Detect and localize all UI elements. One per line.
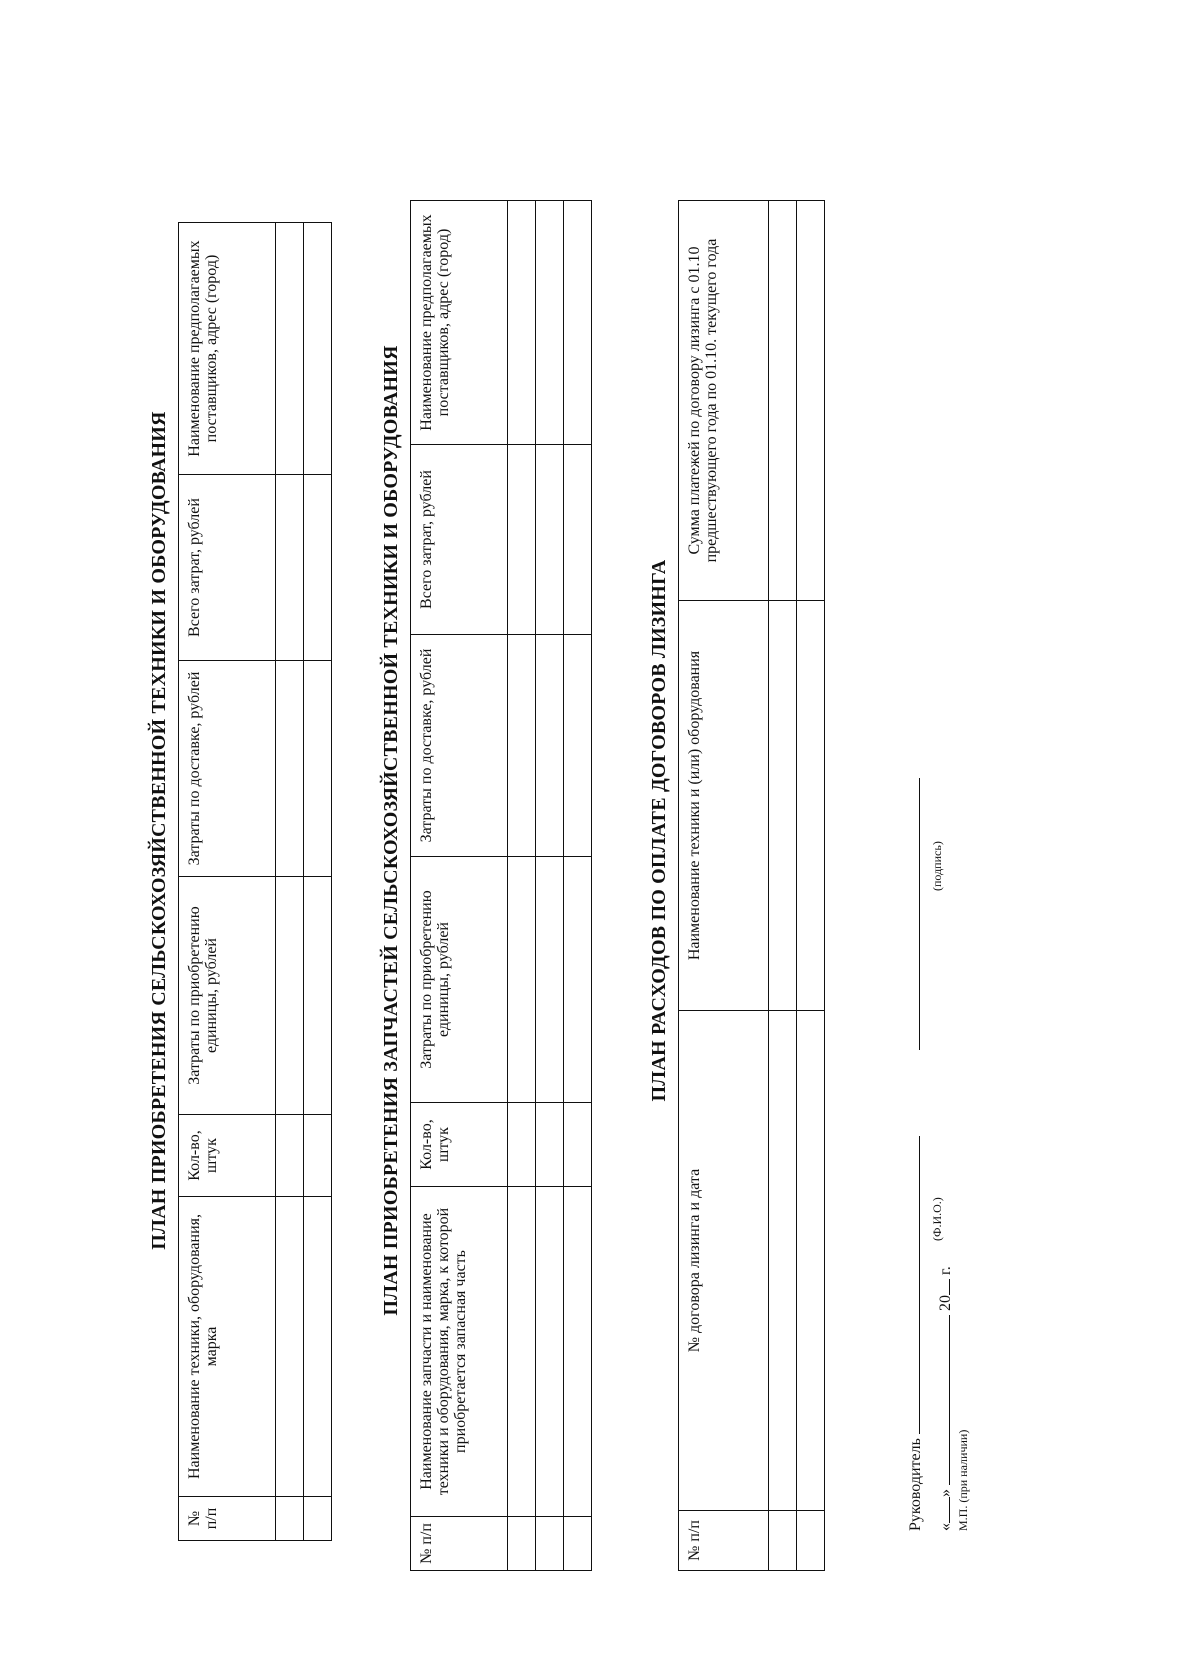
table2-cell[interactable] bbox=[536, 1187, 564, 1517]
table-row bbox=[304, 223, 332, 1541]
table1-header-num: № п/п bbox=[179, 1497, 276, 1541]
table2-header-unit-cost: Затраты по приобретению единицы, рублей bbox=[411, 857, 508, 1103]
table2-header-delivery-cost: Затраты по доставке, рублей bbox=[411, 635, 508, 857]
table3-header-equipment: Наименование техники и (или) оборудования bbox=[679, 601, 769, 1011]
table1-cell[interactable] bbox=[276, 1497, 304, 1541]
table1-cell[interactable] bbox=[304, 1197, 332, 1497]
table-row bbox=[276, 223, 304, 1541]
date-line bbox=[935, 1266, 955, 1531]
table3-cell[interactable] bbox=[769, 601, 797, 1011]
table1-header-name: Наименование техники, оборудования, марка bbox=[179, 1197, 276, 1497]
table3-cell[interactable] bbox=[797, 1511, 825, 1571]
table1-cell[interactable] bbox=[304, 877, 332, 1115]
table1-cell[interactable] bbox=[276, 661, 304, 877]
table1 bbox=[178, 222, 332, 1541]
table2-header-name: Наименование запчасти и наименование техники и оборудования, марка, к которой приобретается запасная часть bbox=[411, 1187, 508, 1517]
table2-cell[interactable] bbox=[508, 1187, 536, 1517]
table3-cell[interactable] bbox=[769, 1011, 797, 1511]
table-row bbox=[769, 201, 797, 1571]
table1-header-delivery-cost: Затраты по доставке, рублей bbox=[179, 661, 276, 877]
table2-cell[interactable] bbox=[508, 857, 536, 1103]
table2-cell[interactable] bbox=[536, 635, 564, 857]
table1-header-qty: Кол-во, штук bbox=[179, 1115, 276, 1197]
table3-cell[interactable] bbox=[769, 1511, 797, 1571]
signature-caption: (подпись) bbox=[930, 841, 944, 891]
table3-header-num: № п/п bbox=[679, 1511, 769, 1571]
table2-cell[interactable] bbox=[564, 1103, 592, 1187]
signature-line[interactable] bbox=[905, 778, 920, 1050]
date-year-prefix: 20 bbox=[937, 1295, 954, 1311]
table2-cell[interactable] bbox=[564, 1187, 592, 1517]
table1-title: ПЛАН ПРИОБРЕТЕНИЯ СЕЛЬСКОХОЗЯЙСТВЕННОЙ ТЕХНИКИ И ОБОРУДОВАНИЯ bbox=[148, 411, 170, 1250]
table3-header-contract: № договора лизинга и дата bbox=[679, 1011, 769, 1511]
stamp-label: М.П. (при наличии) bbox=[956, 1429, 970, 1531]
table2-header-qty: Кол-во, штук bbox=[411, 1103, 508, 1187]
table1-cell[interactable] bbox=[276, 1197, 304, 1497]
head-label: Руководитель bbox=[907, 1438, 924, 1531]
table1-cell[interactable] bbox=[276, 1115, 304, 1197]
table3-title: ПЛАН РАСХОДОВ ПО ОПЛАТЕ ДОГОВОРОВ ЛИЗИНГА bbox=[648, 559, 670, 1102]
table1-header-suppliers: Наименование предполагаемых поставщиков, адрес (город) bbox=[179, 223, 276, 475]
table2-header-num: № п/п bbox=[411, 1517, 508, 1571]
table1-cell[interactable] bbox=[304, 223, 332, 475]
table2-cell[interactable] bbox=[508, 1517, 536, 1571]
table2-cell[interactable] bbox=[508, 201, 536, 445]
signature-head-line bbox=[905, 778, 925, 1531]
date-month-line[interactable] bbox=[935, 1315, 950, 1485]
table1-cell[interactable] bbox=[276, 475, 304, 661]
table2-cell[interactable] bbox=[564, 635, 592, 857]
date-open-quote: « bbox=[937, 1523, 954, 1531]
table2-cell[interactable] bbox=[564, 857, 592, 1103]
table1-header-unit-cost: Затраты по приобретению единицы, рублей bbox=[179, 877, 276, 1115]
table2-cell[interactable] bbox=[564, 201, 592, 445]
table2-cell[interactable] bbox=[564, 1517, 592, 1571]
table2-cell[interactable] bbox=[508, 445, 536, 635]
table-row bbox=[564, 201, 592, 1571]
table1-cell[interactable] bbox=[276, 223, 304, 475]
fio-line[interactable] bbox=[905, 1136, 920, 1434]
table2 bbox=[410, 200, 592, 1571]
fio-caption: (Ф.И.О.) bbox=[930, 1197, 944, 1241]
table1-cell[interactable] bbox=[276, 877, 304, 1115]
date-year-suffix: г. bbox=[937, 1266, 954, 1275]
table2-cell[interactable] bbox=[536, 857, 564, 1103]
table2-cell[interactable] bbox=[536, 445, 564, 635]
table-row bbox=[797, 201, 825, 1571]
table3-header-payments: Сумма платежей по договору лизинга с 01.10 предшествующего года по 01.10. текущего года bbox=[679, 201, 769, 601]
table2-cell[interactable] bbox=[508, 635, 536, 857]
table3 bbox=[678, 200, 825, 1571]
table2-cell[interactable] bbox=[536, 1103, 564, 1187]
table1-header-total-cost: Всего затрат, рублей bbox=[179, 475, 276, 661]
table1-cell[interactable] bbox=[304, 1497, 332, 1541]
table2-header-suppliers: Наименование предполагаемых поставщиков, адрес (город) bbox=[411, 201, 508, 445]
table-row bbox=[508, 201, 536, 1571]
table2-title: ПЛАН ПРИОБРЕТЕНИЯ ЗАПЧАСТЕЙ СЕЛЬСКОХОЗЯЙСТВЕННОЙ ТЕХНИКИ И ОБОРУДОВАНИЯ bbox=[380, 345, 402, 1316]
table2-cell[interactable] bbox=[536, 201, 564, 445]
table3-cell[interactable] bbox=[797, 601, 825, 1011]
table1-cell[interactable] bbox=[304, 1115, 332, 1197]
date-year-line[interactable] bbox=[935, 1279, 950, 1295]
table2-cell[interactable] bbox=[536, 1517, 564, 1571]
table2-cell[interactable] bbox=[564, 445, 592, 635]
date-close-quote: » bbox=[937, 1489, 954, 1497]
date-day-line[interactable] bbox=[935, 1497, 950, 1523]
table2-header-total-cost: Всего затрат, рублей bbox=[411, 445, 508, 635]
table3-cell[interactable] bbox=[797, 1011, 825, 1511]
table3-cell[interactable] bbox=[797, 201, 825, 601]
table1-cell[interactable] bbox=[304, 661, 332, 877]
table-row bbox=[536, 201, 564, 1571]
table2-cell[interactable] bbox=[508, 1103, 536, 1187]
table1-cell[interactable] bbox=[304, 475, 332, 661]
table3-cell[interactable] bbox=[769, 201, 797, 601]
